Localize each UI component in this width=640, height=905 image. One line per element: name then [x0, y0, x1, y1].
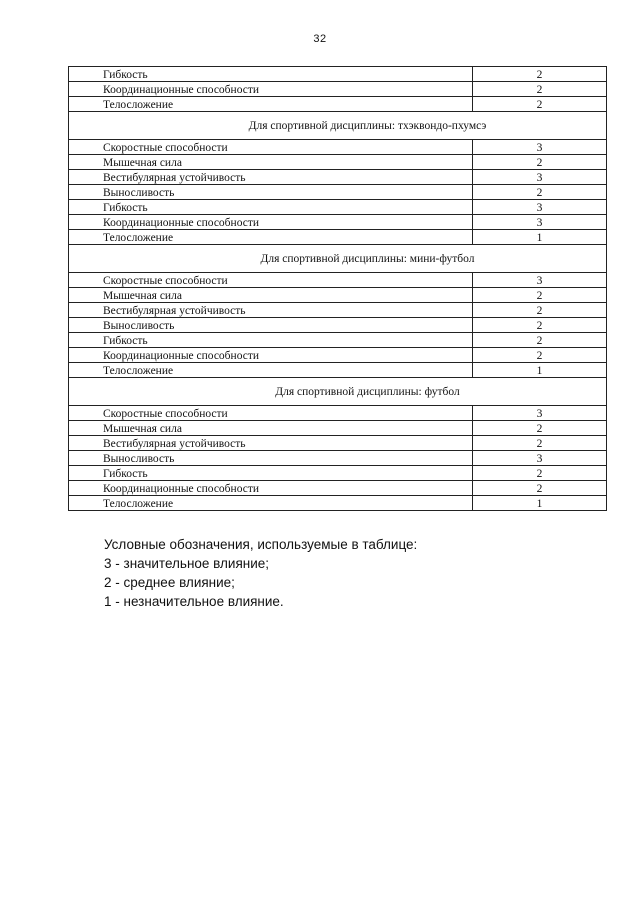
influence-value-cell: 2: [473, 333, 607, 348]
quality-cell: Выносливость: [69, 318, 473, 333]
table-row: [69, 288, 607, 303]
quality-cell: Телосложение: [69, 97, 473, 112]
influence-value-cell: 2: [473, 185, 607, 200]
table-row: [69, 466, 607, 481]
table-row: [69, 318, 607, 333]
quality-cell: Координационные способности: [69, 215, 473, 230]
influence-value-cell: 2: [473, 155, 607, 170]
table-row: [69, 333, 607, 348]
quality-cell: Гибкость: [69, 67, 473, 82]
table-row: [69, 215, 607, 230]
influence-value-cell: 2: [473, 348, 607, 363]
influence-value-cell: 2: [473, 481, 607, 496]
table-row: [69, 155, 607, 170]
influence-table-container: [68, 66, 607, 511]
quality-cell: Скоростные способности: [69, 140, 473, 155]
table-row: [69, 451, 607, 466]
quality-cell: Выносливость: [69, 185, 473, 200]
influence-value-cell: 3: [473, 406, 607, 421]
quality-cell: Гибкость: [69, 466, 473, 481]
influence-value-cell: 3: [473, 200, 607, 215]
quality-cell: Гибкость: [69, 200, 473, 215]
quality-cell: Вестибулярная устойчивость: [69, 436, 473, 451]
table-row: [69, 273, 607, 288]
table-row: [69, 140, 607, 155]
table-row: [69, 436, 607, 451]
table-row: [69, 185, 607, 200]
influence-value-cell: 1: [473, 230, 607, 245]
influence-value-cell: 1: [473, 363, 607, 378]
quality-cell: Вестибулярная устойчивость: [69, 170, 473, 185]
influence-value-cell: 1: [473, 496, 607, 511]
quality-cell: Координационные способности: [69, 481, 473, 496]
influence-value-cell: 3: [473, 170, 607, 185]
legend: [104, 535, 417, 611]
quality-cell: Гибкость: [69, 333, 473, 348]
table-row: [69, 406, 607, 421]
table-group-row: [69, 378, 607, 406]
influence-value-cell: 3: [473, 451, 607, 466]
table-row: [69, 363, 607, 378]
table-row: [69, 303, 607, 318]
quality-cell: Мышечная сила: [69, 288, 473, 303]
page-number: 32: [313, 33, 327, 45]
influence-value-cell: 2: [473, 97, 607, 112]
quality-cell: Скоростные способности: [69, 406, 473, 421]
influence-value-cell: 3: [473, 273, 607, 288]
table-row: [69, 496, 607, 511]
table-row: [69, 230, 607, 245]
influence-value-cell: 2: [473, 67, 607, 82]
influence-value-cell: 3: [473, 215, 607, 230]
table-row: [69, 421, 607, 436]
group-title: Для спортивной дисциплины: мини-футбол: [69, 245, 607, 273]
influence-value-cell: 3: [473, 140, 607, 155]
table-row: [69, 82, 607, 97]
legend-item-3: 3 - значительное влияние;: [104, 556, 270, 571]
quality-cell: Координационные способности: [69, 348, 473, 363]
influence-value-cell: 2: [473, 466, 607, 481]
legend-title: Условные обозначения, используемые в таблице:: [104, 537, 418, 552]
quality-cell: Скоростные способности: [69, 273, 473, 288]
quality-cell: Мышечная сила: [69, 155, 473, 170]
table-row: [69, 481, 607, 496]
influence-value-cell: 2: [473, 436, 607, 451]
influence-value-cell: 2: [473, 303, 607, 318]
quality-cell: Координационные способности: [69, 82, 473, 97]
quality-cell: Телосложение: [69, 230, 473, 245]
quality-cell: Телосложение: [69, 496, 473, 511]
quality-cell: Телосложение: [69, 363, 473, 378]
influence-value-cell: 2: [473, 318, 607, 333]
table-row: [69, 97, 607, 112]
influence-value-cell: 2: [473, 288, 607, 303]
table-group-row: [69, 112, 607, 140]
table-group-row: [69, 245, 607, 273]
table-row: [69, 67, 607, 82]
table-row: [69, 170, 607, 185]
quality-cell: Выносливость: [69, 451, 473, 466]
legend-item-2: 2 - среднее влияние;: [104, 575, 235, 590]
influence-table: [68, 66, 607, 511]
influence-table-body: [69, 67, 607, 511]
group-title: Для спортивной дисциплины: футбол: [69, 378, 607, 406]
table-row: [69, 348, 607, 363]
influence-value-cell: 2: [473, 82, 607, 97]
legend-item-1: 1 - незначительное влияние.: [104, 594, 284, 609]
quality-cell: Мышечная сила: [69, 421, 473, 436]
table-row: [69, 200, 607, 215]
influence-value-cell: 2: [473, 421, 607, 436]
quality-cell: Вестибулярная устойчивость: [69, 303, 473, 318]
group-title: Для спортивной дисциплины: тхэквондо-пхумсэ: [69, 112, 607, 140]
